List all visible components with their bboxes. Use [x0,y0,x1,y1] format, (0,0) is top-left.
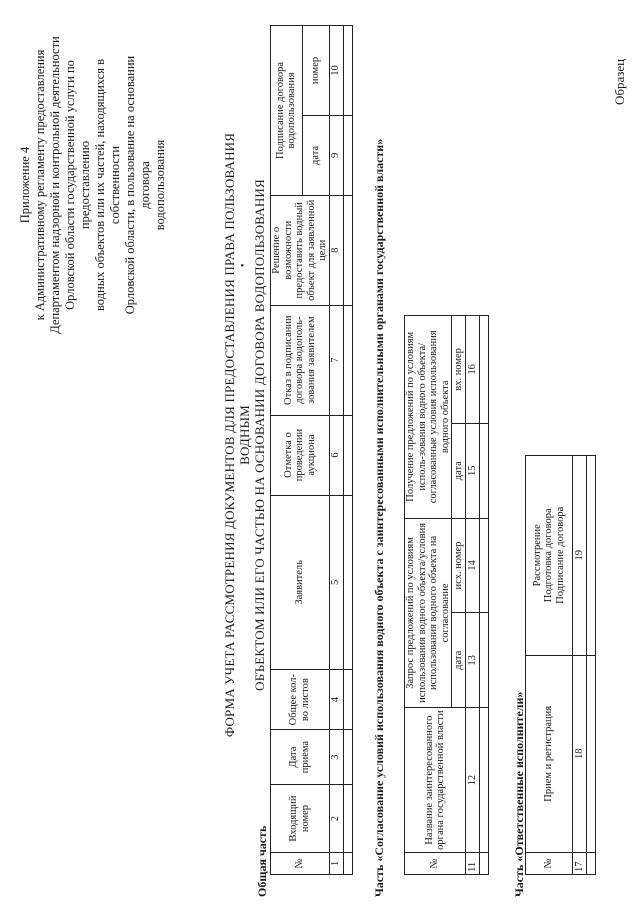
review-label: Рассмотрение [531,524,543,587]
responsible-table [525,455,596,875]
number-cell: 7 [329,305,343,415]
header-cell: номер [302,26,329,116]
agreement-table [404,315,489,875]
number-cell: 16 [466,316,480,424]
empty-cell [343,730,352,785]
scan-mark: • [238,263,249,267]
number-cell: 4 [329,670,343,730]
number-cell: 10 [329,26,343,116]
empty-cell [343,785,352,853]
header-cell: Общее кол-во листов [271,670,330,730]
sign-label: Подписание договора [554,506,566,604]
header-cell: Отметка о проведении аукциона [271,415,330,495]
header-cell: № [526,853,573,875]
header-cell: Получение предложений по условиям исполь-зования водного объекта/согласованные условия использования водного объекта [405,316,452,519]
number-row [466,316,480,875]
empty-cell [480,613,489,708]
appendix-line: Орловской области государственной услуги по предоставлению [63,60,92,310]
empty-cell [343,415,352,495]
number-cell: 2 [329,785,343,853]
header-cell: дата [452,613,466,708]
appendix-note [18,35,168,335]
appendix-line: Приложение 4 [18,146,32,224]
empty-cell [587,456,596,656]
title-line: ФОРМА УЧЕТА РАССМОТРЕНИЯ ДОКУМЕНТОВ ДЛЯ ПРЕДОСТАВЛЕНИЯ ПРАВА ПОЛЬЗОВАНИЯ ВОДНЫМ [222,132,252,738]
number-cell: 18 [573,655,587,853]
empty-cell [480,518,489,613]
header-cell: Запрос предложений по условиям использования водного объекта/условия использования водного объекта на согласование [405,518,452,708]
number-cell: 6 [329,415,343,495]
header-cell: Подписание договора водопользования [271,26,303,196]
table-header-row [405,316,452,875]
empty-cell [480,316,489,424]
header-cell: Название заинтересованного органа государственной власти [405,708,466,853]
number-cell: 17 [573,853,587,875]
table-header-row [526,456,573,875]
appendix-line: Орловской области, в пользование на основании договора [123,55,152,315]
appendix-line: Департаментом надзорной и контрольной деятельности [48,36,62,334]
number-cell: 3 [329,730,343,785]
number-cell: 5 [329,495,343,670]
empty-cell [343,853,352,875]
number-row [573,456,587,875]
number-cell: 8 [329,195,343,305]
header-cell: дата [452,423,466,518]
sample-label: Образец [612,58,627,105]
empty-cell [480,853,489,875]
header-cell: Прием и регистрация [526,655,573,853]
header-cell: вх. номер [452,316,466,424]
responsible-heading: Часть «Ответственные исполнители» [512,691,526,897]
title-line: ОБЪЕКТОМ ИЛИ ЕГО ЧАСТЬЮ НА ОСНОВАНИИ ДОГОВОРА ВОДОПОЛЬЗОВАНИЯ [252,179,267,691]
agreement-heading: Часть «Согласование условий использования водного объекта с заинтересованными исполнительными органами государственной власти» [372,138,386,897]
header-cell: Отказ в подписании договора водополь-зования заявителем [271,305,330,415]
header-cell: Заявитель [271,495,330,670]
empty-cell [480,423,489,518]
number-cell: 13 [466,613,480,708]
number-cell: 14 [466,518,480,613]
number-cell: 9 [329,115,343,195]
empty-row [587,456,596,875]
number-cell: 19 [573,456,587,656]
appendix-line: водных объектов или их частей, находящихся в собственности [93,59,122,312]
header-cell: Входящий номер [271,785,330,853]
empty-row [480,316,489,875]
empty-row [343,26,352,875]
empty-cell [343,115,352,195]
general-heading: Общая часть [255,825,269,897]
empty-cell [587,853,596,875]
appendix-line: водопользования [153,139,167,231]
empty-cell [343,195,352,305]
form-title [222,115,267,755]
table-header-row [271,26,303,875]
prep-label: Подготовка договора [543,508,555,603]
number-cell: 12 [466,708,480,853]
empty-cell [587,655,596,853]
appendix-line: к Административному регламенту предоставления [33,49,47,321]
number-cell: 1 [329,853,343,875]
header-cell: Дата приема [271,730,330,785]
number-cell: 15 [466,423,480,518]
empty-cell [343,670,352,730]
header-cell [526,456,573,656]
empty-cell [480,708,489,853]
empty-cell [343,305,352,415]
number-row [329,26,343,875]
header-cell: № [271,853,330,875]
header-cell: исх. номер [452,518,466,613]
header-cell: № [405,853,466,875]
empty-cell [343,26,352,116]
header-cell: дата [302,115,329,195]
general-table [270,25,353,875]
empty-cell [343,495,352,670]
header-cell: Решение о возможности предоставить водный объект для заявленной цели [271,195,330,305]
number-cell: 11 [466,853,480,875]
